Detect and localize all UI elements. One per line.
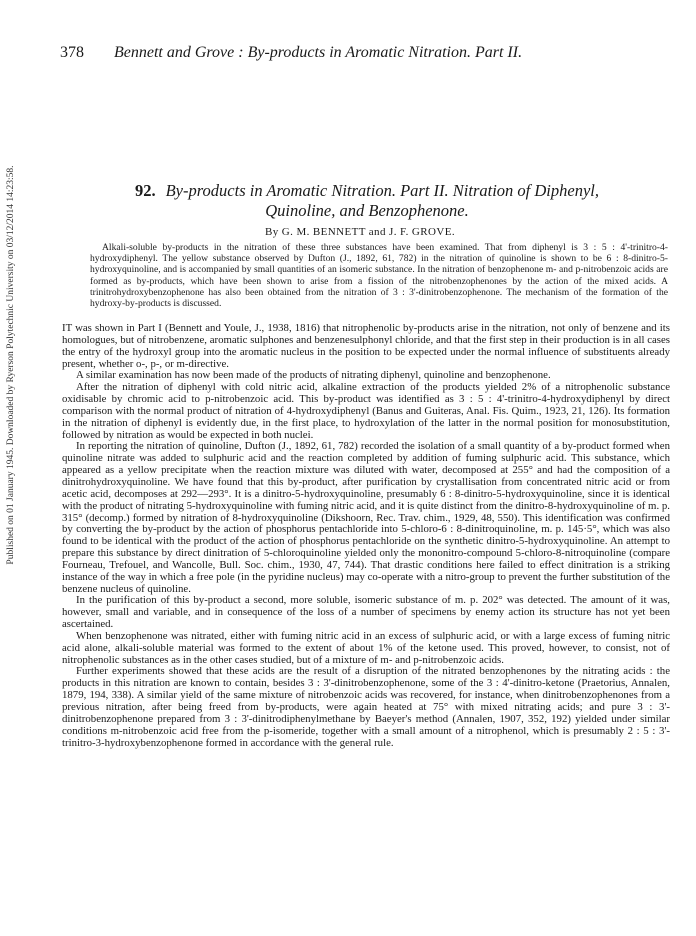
- running-header: [60, 44, 660, 66]
- paragraph: Further experiments showed that these acids are the result of a disruption of the nitrated benzophenones by the nitrating acids : the products in this nitration are known to contain, besides 3 : 3'-dinitrobenzophenone, some of the 3 : 4'-dinitro-ketone (Praetorius, Annalen, 1879, 194, 338). A similar yield of the same mixture of nitrobenzoic acids was recovered, for instance, when dinitrobenzophenones from a previous nitration, after being freed from by-products, were again heated at 75° with mixed nitrating acids; and pure 3 : 3'-dinitrobenzophenone prepared from 3 : 3'-dinitrodiphenylmethane by Baeyer's method (Annalen, 1907, 352, 192) yielded under similar conditions m-nitrobenzoic acid free from the p-isomeride, together with a small amount of a nitrophenol, which is presumably 2 : 5 : 3'-trinitro-3-hydroxybenzophenone formed in accordance with the general rule.: [62, 665, 670, 749]
- article-number: 92.: [134, 181, 156, 200]
- page-number: 378: [60, 44, 84, 61]
- paragraph: When benzophenone was nitrated, either with fuming nitric acid in an excess of sulphuric acid, or with a large excess of fuming nitric acid alone, alkali-soluble material was formed to the extent of about 1% of the ketone used. This proved, however, to consist, not of nitrophenolic substances as in the other cases studied, but of a mixture of m- and p-nitrobenzoic acids.: [62, 629, 670, 666]
- paragraph: In reporting the nitration of quinoline, Dufton (J., 1892, 61, 782) recorded the isolation of a small quantity of a by-product formed when quinoline nitrate was added to sulphuric acid and the reaction completed by addition of fuming sulphuric acid. This substance, which appeared as a yellow precipitate when the reaction mixture was diluted with water, decomposed at 255° and had the composition of a dinitrohydroxyquinoline. We have found that this by-product, after purification by crystallisation from concentrated nitric acid or from acetic acid, decomposes at 292—293°. It is a dinitro-5-hydroxyquinoline, presumably 6 : 8-dinitro-5-hydroxyquinoline, since it is identical with the product of nitrating 5-hydroxyquinoline with fuming nitric acid, and it is quite distinct from the dinitro-8-hydroxyquinoline of m. p. 315° (decomp.) formed by nitration of 8-hydroxyquinoline (Dikshoorn, Rec. Trav. chim., 1929, 48, 550). This identification was confirmed by converting the by-product by the action of phosphorus pentachloride into 5-chloro-6 : 8-dinitroquinoline, m. p. 145·5°, which was also found to be identical with the product of the action of phosphorus pentachloride on the synthetic dinitro-5-hydroxyquinoline. An attempt to prepare this substance by direct dinitration of 5-chloroquinoline yielded only the mononitro-compound 5-chloro-8-nitroquinoline (compare Fourneau, Trefouel, and Wancolle, Bull. Soc. chim., 1930, 47, 744). That drastic conditions here failed to effect dinitration is a striking instance of the way in which a free pole (in the pyridine nucleus) may co-operate with a nitro-group to prevent the further substitution of the benzene nucleus of quinoline.: [62, 440, 670, 595]
- title-line-2: Quinoline, and Benzophenone.: [265, 201, 469, 220]
- abstract: Alkali-soluble by-products in the nitration of these three substances have been examined. That from diphenyl is 3 : 5 : 4'-trinitro-4-hydroxydiphenyl. The yellow substance observed by Dufton (J., 1892, 61, 782) in the nitration of quinoline is shown to be 6 : 8-dinitro-5-hydroxyquinoline, and is accompanied by small quantities of an isomeric substance. In the nitration of benzophenone m- and p-nitrobenzoic acids are formed as by-products, which have been shown to arise from a fission of the nitrobenzophenones by the action of the mixed acids. A trinitrohydroxybenzophenone has also been obtained from the nitration of 3 : 3'-dinitrobenzophenone. The mechanism of the formation of the hydroxy-by-products is discussed.: [90, 242, 668, 310]
- article-title: [72, 181, 662, 221]
- paragraph: A similar examination has now been made of the products of nitrating diphenyl, quinoline and benzophenone.: [76, 369, 551, 382]
- download-notice: Published on 01 January 1945. Downloaded by Ryerson Polytechnic University on 03/12/2014 14:23:58.: [6, 165, 16, 565]
- paragraph: In the purification of this by-product a second, more soluble, isomeric substance of m. p. 202° was detected. The amount of it was, however, small and variable, and in consequence of the loss of a number of specimens by enemy action its structure has not yet been ascertained.: [62, 594, 670, 631]
- running-title: Bennett and Grove : By-products in Aromatic Nitration. Part II.: [114, 44, 523, 61]
- paragraph: IT was shown in Part I (Bennett and Youle, J., 1938, 1816) that nitrophenolic by-products arise in the nitration, not only of benzene and its homologues, but of nitrobenzene, aromatic sulphones and benzenesulphonyl chloride, and that the first step in their production is in all cases the entry of the hydroxyl group into the aromatic nucleus in the position to be expected under the normal influence of substituents already present, whether o-, p-, or m-directive.: [62, 322, 670, 370]
- download-watermark: [1, 120, 19, 620]
- authors: By G. M. BENNETT and J. F. GROVE.: [265, 226, 455, 238]
- title-line-1-text: By-products in Aromatic Nitration. Part II. Nitration of Diphenyl,: [165, 181, 600, 200]
- article-body: [62, 323, 670, 749]
- title-line-1: [72, 181, 662, 201]
- paragraph: After the nitration of diphenyl with cold nitric acid, alkaline extraction of the products yielded 2% of a nitrophenolic substance oxidisable by chromic acid to p-nitrobenzoic acid. This by-product was identified as 3 : 5 : 4'-trinitro-4-hydroxydiphenyl by direct comparison with the normal product of nitration of 4-hydroxydiphenyl (Banus and Guiteras, Anal. Fis. Quim., 1923, 21, 126). Its formation in the nitration of diphenyl is evidently due, in the first place, to hydroxylation of the latter in the normal position for monosubstitution, followed by nitration as would be expected in both nuclei.: [62, 381, 670, 441]
